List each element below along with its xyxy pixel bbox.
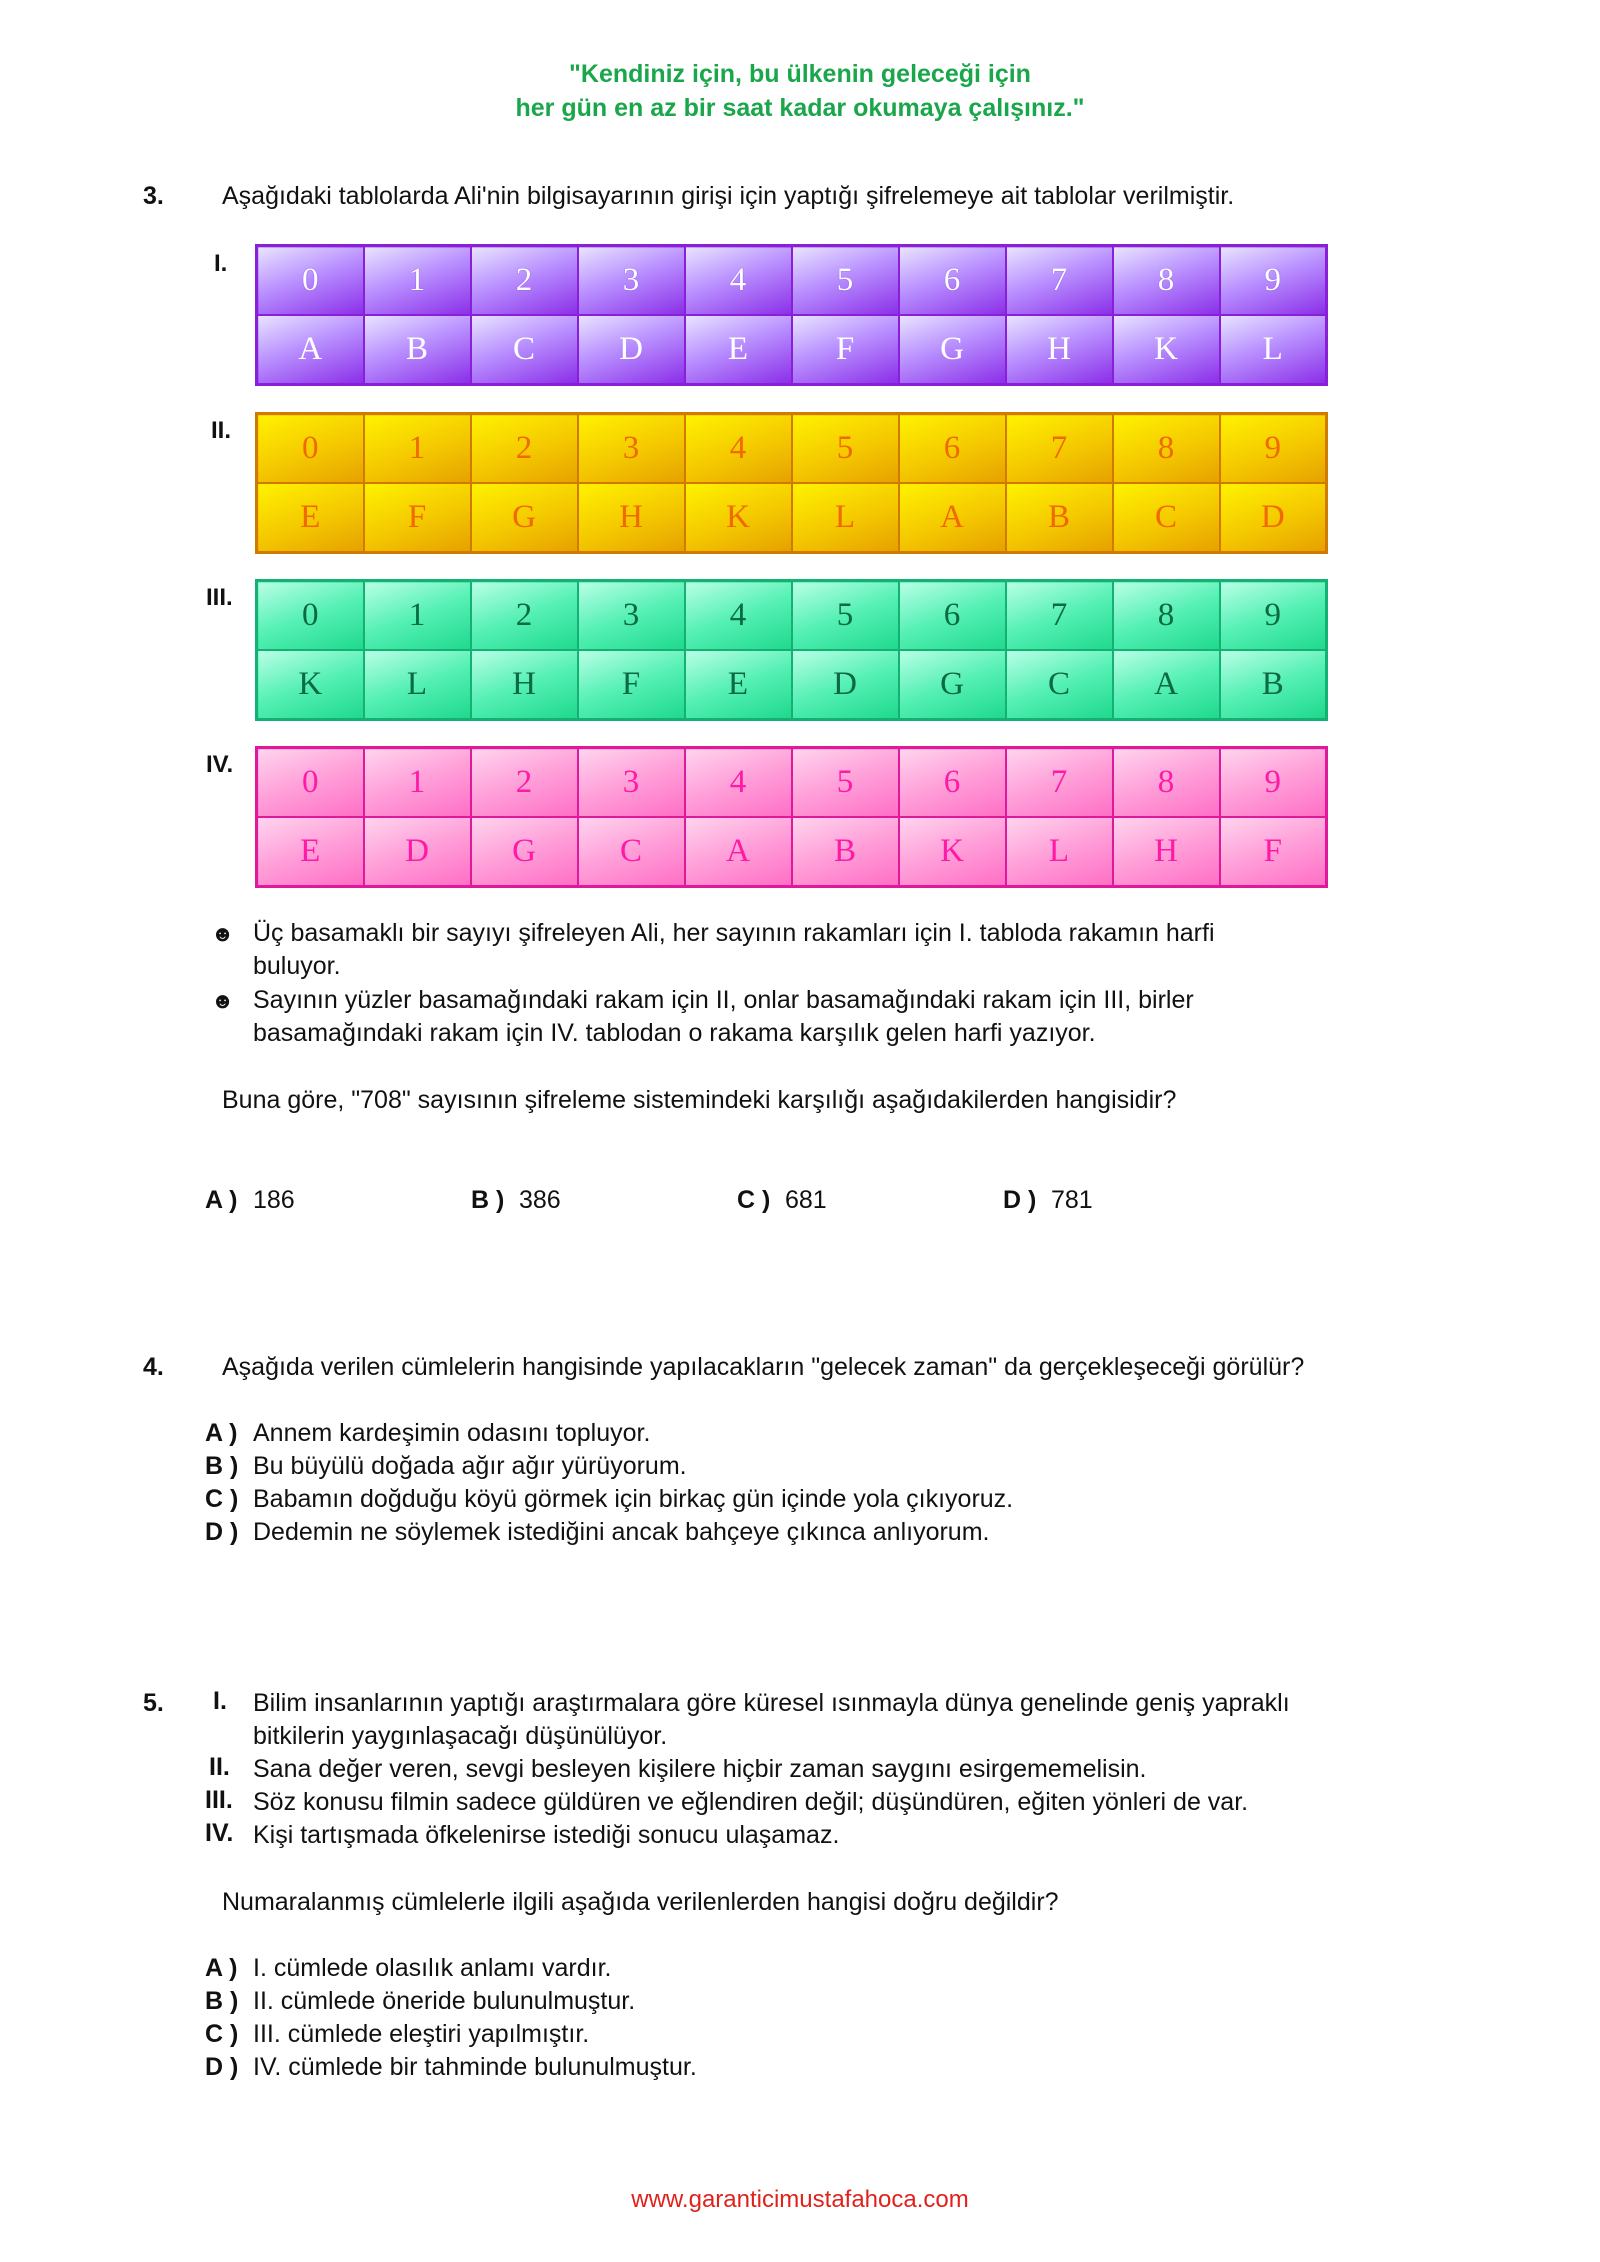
question-3-prompt: Buna göre, "708" sayısının şifreleme sistemindeki karşılığı aşağıdakilerden hangisidir? [222,1086,1177,1114]
q3-option-d-label[interactable]: D ) [1003,1186,1037,1214]
q5-option-b-text[interactable]: II. cümlede öneride bulunulmuştur. [253,1987,636,2015]
digit-cell: 7 [1006,246,1113,316]
digit-cell: 4 [685,246,792,316]
digit-cell: 1 [364,581,471,651]
table-1-label: I. [214,250,228,277]
letter-cell: H [471,650,578,720]
letter-cell: C [1113,483,1220,553]
sentence-1-label: I. [213,1687,227,1715]
digit-cell: 3 [578,246,685,316]
digit-cell: 7 [1006,581,1113,651]
q5-option-c-label[interactable]: C ) [205,2020,239,2048]
letter-row [257,817,1327,887]
letter-cell: K [685,483,792,553]
digit-cell: 6 [899,246,1006,316]
letter-cell: H [1113,817,1220,887]
q4-option-a-text[interactable]: Annem kardeşimin odasını topluyor. [253,1419,651,1447]
q3-option-d-text[interactable]: 781 [1051,1186,1093,1214]
digit-row [257,581,1327,651]
letter-cell: B [364,315,471,385]
digit-cell: 5 [792,414,899,484]
digit-cell: 1 [364,246,471,316]
q5-option-b-label[interactable]: B ) [205,1987,239,2015]
table-4-label: IV. [206,751,234,778]
digit-cell: 8 [1113,414,1220,484]
digit-cell: 8 [1113,246,1220,316]
q5-option-a-text[interactable]: I. cümlede olasılık anlamı vardır. [253,1954,612,1982]
letter-cell: D [792,650,899,720]
q3-option-c-text[interactable]: 681 [785,1186,827,1214]
letter-row [257,650,1327,720]
letter-cell: H [1006,315,1113,385]
bullet-1-line-1: Üç basamaklı bir sayıyı şifreleyen Ali, her sayının rakamları için I. tabloda rakamın harfi [253,919,1215,947]
question-4-prompt: Aşağıda verilen cümlelerin hangisinde yapılacakların "gelecek zaman" da gerçekleşeceği görülür? [222,1353,1305,1381]
bullet-2-line-1: Sayının yüzler basamağındaki rakam için II, onlar basamağındaki rakam için III, birler [253,986,1194,1014]
letter-cell: C [471,315,578,385]
q4-option-c-label[interactable]: C ) [205,1485,239,1513]
q4-option-d-text[interactable]: Dedemin ne söylemek istediğini ancak bahçeye çıkınca anlıyorum. [253,1518,990,1546]
letter-cell: D [364,817,471,887]
letter-cell: L [364,650,471,720]
letter-cell: L [1006,817,1113,887]
question-5-number: 5. [143,1689,164,1717]
letter-cell: F [578,650,685,720]
digit-cell: 6 [899,748,1006,818]
digit-cell: 0 [257,748,364,818]
motto-line-2: her gün en az bir saat kadar okumaya çalışınız." [515,94,1085,122]
q5-option-d-text[interactable]: IV. cümlede bir tahminde bulunulmuştur. [253,2053,697,2081]
sentence-3-text: Söz konusu filmin sadece güldüren ve eğlendiren değil; düşündüren, eğiten yönleri de var. [253,1788,1249,1816]
digit-cell: 2 [471,414,578,484]
letter-cell: F [1220,817,1327,887]
q4-option-c-text[interactable]: Babamın doğduğu köyü görmek için birkaç gün içinde yola çıkıyoruz. [253,1485,1014,1513]
digit-row [257,246,1327,316]
letter-cell: C [578,817,685,887]
letter-cell: B [792,817,899,887]
letter-cell: D [1220,483,1327,553]
sentence-4-text: Kişi tartışmada öfkelenirse istediği sonucu ulaşamaz. [253,1821,840,1849]
digit-cell: 4 [685,581,792,651]
digit-cell: 7 [1006,414,1113,484]
letter-cell: L [1220,315,1327,385]
bullet-1-line-2: buluyor. [253,952,341,980]
sentence-1-line-2: bitkilerin yaygınlaşacağı düşünülüyor. [253,1722,668,1750]
question-5-prompt: Numaralanmış cümlelerle ilgili aşağıda verilenlerden hangisi doğru değildir? [222,1888,1059,1916]
letter-cell: K [899,817,1006,887]
q3-option-b-label[interactable]: B ) [471,1186,505,1214]
bullet-2-line-2: basamağındaki rakam için IV. tablodan o rakama karşılık gelen harfi yazıyor. [253,1019,1096,1047]
cipher-table-1 [255,244,1328,386]
q5-option-c-text[interactable]: III. cümlede eleştiri yapılmıştır. [253,2020,590,2048]
q3-option-a-text[interactable]: 186 [253,1186,295,1214]
digit-cell: 3 [578,581,685,651]
digit-cell: 8 [1113,748,1220,818]
digit-cell: 4 [685,414,792,484]
letter-cell: A [257,315,364,385]
digit-cell: 3 [578,748,685,818]
letter-cell: E [685,650,792,720]
digit-row [257,748,1327,818]
digit-cell: 0 [257,246,364,316]
q4-option-d-label[interactable]: D ) [205,1518,239,1546]
digit-cell: 8 [1113,581,1220,651]
letter-cell: E [257,817,364,887]
table-2-label: II. [211,417,232,444]
letter-cell: B [1220,650,1327,720]
digit-cell: 7 [1006,748,1113,818]
digit-cell: 1 [364,748,471,818]
letter-row [257,315,1327,385]
digit-cell: 4 [685,748,792,818]
digit-cell: 9 [1220,581,1327,651]
letter-cell: K [1113,315,1220,385]
letter-cell: A [685,817,792,887]
digit-cell: 3 [578,414,685,484]
question-3-number: 3. [143,182,164,210]
digit-cell: 2 [471,581,578,651]
letter-cell: F [792,315,899,385]
digit-row [257,414,1327,484]
cipher-table-4 [255,746,1328,888]
motto-line-1: "Kendiniz için, bu ülkenin geleceği için [569,60,1031,88]
footer-website-link[interactable]: www.garanticimustafahoca.com [631,2186,969,2213]
letter-cell: G [471,483,578,553]
sentence-2-label: II. [209,1753,230,1781]
digit-cell: 2 [471,748,578,818]
letter-cell: F [364,483,471,553]
sentence-4-label: IV. [205,1819,234,1847]
cipher-table-2 [255,412,1328,554]
letter-cell: G [899,650,1006,720]
letter-cell: G [899,315,1006,385]
digit-cell: 5 [792,246,899,316]
q3-option-c-label[interactable]: C ) [737,1186,771,1214]
letter-cell: A [1113,650,1220,720]
digit-cell: 6 [899,414,1006,484]
letter-cell: C [1006,650,1113,720]
q4-option-b-label[interactable]: B ) [205,1452,239,1480]
sentence-3-label: III. [205,1786,233,1814]
digit-cell: 9 [1220,246,1327,316]
digit-cell: 9 [1220,748,1327,818]
sentence-1-line-1: Bilim insanlarının yaptığı araştırmalara göre küresel ısınmayla dünya genelinde geniş yapraklı [253,1689,1290,1717]
letter-cell: B [1006,483,1113,553]
letter-row [257,483,1327,553]
digit-cell: 0 [257,581,364,651]
q3-option-a-label[interactable]: A ) [205,1186,238,1214]
table-3-label: III. [206,584,233,611]
cipher-table-3 [255,579,1328,721]
digit-cell: 6 [899,581,1006,651]
q4-option-a-label[interactable]: A ) [205,1419,238,1447]
q5-option-d-label[interactable]: D ) [205,2053,239,2081]
sentence-2-text: Sana değer veren, sevgi besleyen kişilere hiçbir zaman saygını esirgememelisin. [253,1755,1147,1783]
digit-cell: 9 [1220,414,1327,484]
digit-cell: 1 [364,414,471,484]
letter-cell: E [257,483,364,553]
letter-cell: G [471,817,578,887]
digit-cell: 5 [792,581,899,651]
question-4-number: 4. [143,1353,164,1381]
smiley-bullet-icon: ☻ [211,988,235,1013]
q5-option-a-label[interactable]: A ) [205,1954,238,1982]
digit-cell: 0 [257,414,364,484]
letter-cell: E [685,315,792,385]
letter-cell: A [899,483,1006,553]
q3-option-b-text[interactable]: 386 [519,1186,561,1214]
smiley-bullet-icon: ☻ [211,921,235,946]
digit-cell: 5 [792,748,899,818]
letter-cell: H [578,483,685,553]
letter-cell: D [578,315,685,385]
letter-cell: K [257,650,364,720]
q4-option-b-text[interactable]: Bu büyülü doğada ağır ağır yürüyorum. [253,1452,687,1480]
digit-cell: 2 [471,246,578,316]
letter-cell: L [792,483,899,553]
question-3-intro: Aşağıdaki tablolarda Ali'nin bilgisayarının girişi için yaptığı şifrelemeye ait tablolar verilmiştir. [222,182,1235,210]
